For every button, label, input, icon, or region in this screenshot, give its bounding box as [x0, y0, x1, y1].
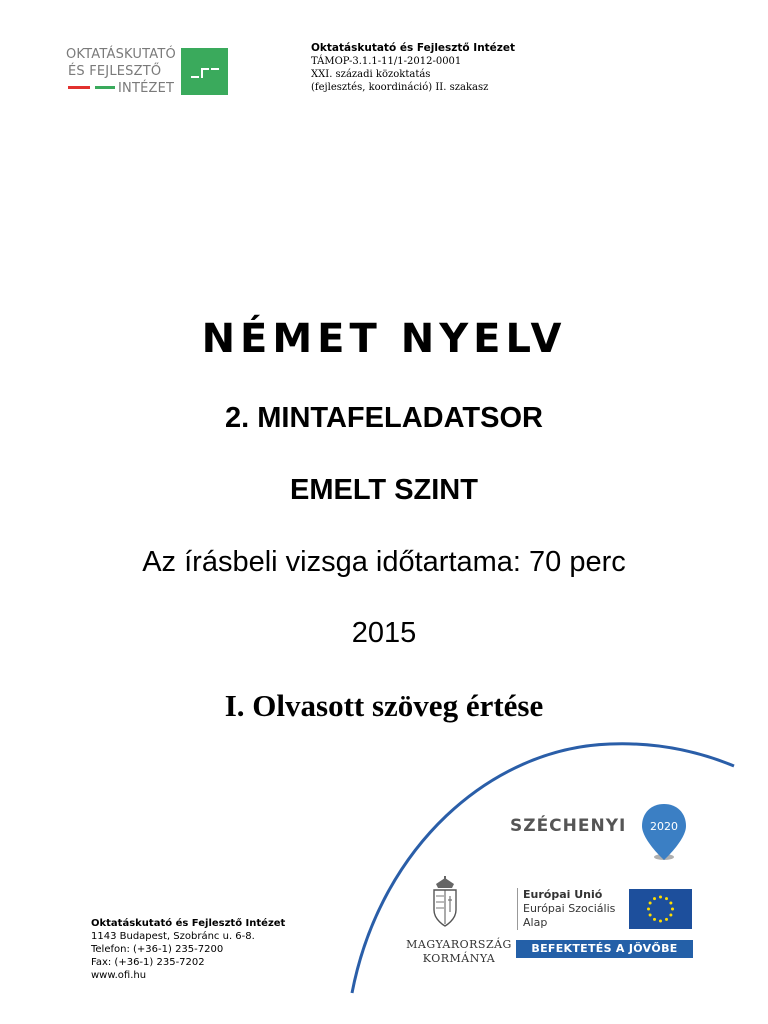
eu-flag-icon [629, 889, 692, 929]
logo-line-3: INTÉZET [118, 81, 175, 96]
exam-duration: Az írásbeli vizsga időtartama: 70 perc [142, 546, 626, 578]
government-label [404, 938, 514, 966]
szechenyi-label: SZÉCHENYI [510, 816, 627, 836]
eu-line-2: Európai Szociális [523, 902, 616, 915]
footer-web: www.ofi.hu [91, 970, 147, 981]
footer-contact [91, 917, 285, 982]
eu-label [517, 888, 615, 930]
footer-org-name: Oktatáskutató és Fejlesztő Intézet [91, 918, 286, 929]
befektetes-banner: BEFEKTETÉS A JÖVŐBE [516, 940, 693, 958]
footer-phone: Telefon: (+36-1) 235-7200 [91, 944, 224, 955]
header-org-name: Oktatáskutató és Fejlesztő Intézet [311, 42, 516, 54]
gov-line-2: KORMÁNYA [422, 952, 496, 965]
eu-star-icon [653, 918, 656, 921]
footer-fax: Fax: (+36-1) 235-7202 [91, 957, 205, 968]
page-subtitle: 2. MINTAFELADATSOR [225, 402, 543, 434]
exam-year: 2015 [351, 617, 417, 649]
logo-green-line [95, 86, 115, 89]
ofi-logo-mark-icon [181, 48, 228, 95]
szechenyi-year: 2020 [650, 820, 678, 833]
eu-star-icon [653, 897, 656, 900]
exam-level: EMELT SZINT [290, 474, 478, 506]
eu-line-1: Európai Unió [523, 888, 603, 901]
eu-star-icon [669, 902, 672, 905]
eu-star-icon [659, 920, 662, 923]
ofi-logo-text [66, 46, 176, 97]
szechenyi-pin-icon [640, 802, 688, 864]
gov-line-1: MAGYARORSZÁG [406, 938, 512, 951]
eu-star-icon [647, 908, 650, 911]
eu-star-icon [671, 908, 674, 911]
page-title: NÉMET NYELV [201, 316, 567, 362]
logo-line-2: ÉS FEJLESZTŐ [68, 64, 162, 79]
decorative-arc [340, 738, 740, 998]
eu-star-icon [649, 902, 652, 905]
eu-star-icon [665, 897, 668, 900]
section-title: I. Olvasott szöveg értése [224, 688, 544, 723]
coat-of-arms-icon [430, 876, 460, 932]
header-info [311, 42, 515, 94]
eu-star-icon [649, 914, 652, 917]
footer-address: 1143 Budapest, Szobránc u. 6-8. [91, 931, 255, 942]
eu-star-icon [669, 914, 672, 917]
eu-line-3: Alap [523, 916, 548, 929]
header-project-title: XXI. századi közoktatás [311, 69, 431, 80]
logo-line-1: OKTATÁSKUTATÓ [66, 47, 176, 62]
header-project-phase: (fejlesztés, koordináció) II. szakasz [311, 82, 489, 93]
eu-star-icon [659, 896, 662, 899]
logo-red-line [68, 86, 90, 89]
eu-star-icon [665, 918, 668, 921]
header-project-code: TÁMOP-3.1.1-11/1-2012-0001 [311, 56, 462, 67]
